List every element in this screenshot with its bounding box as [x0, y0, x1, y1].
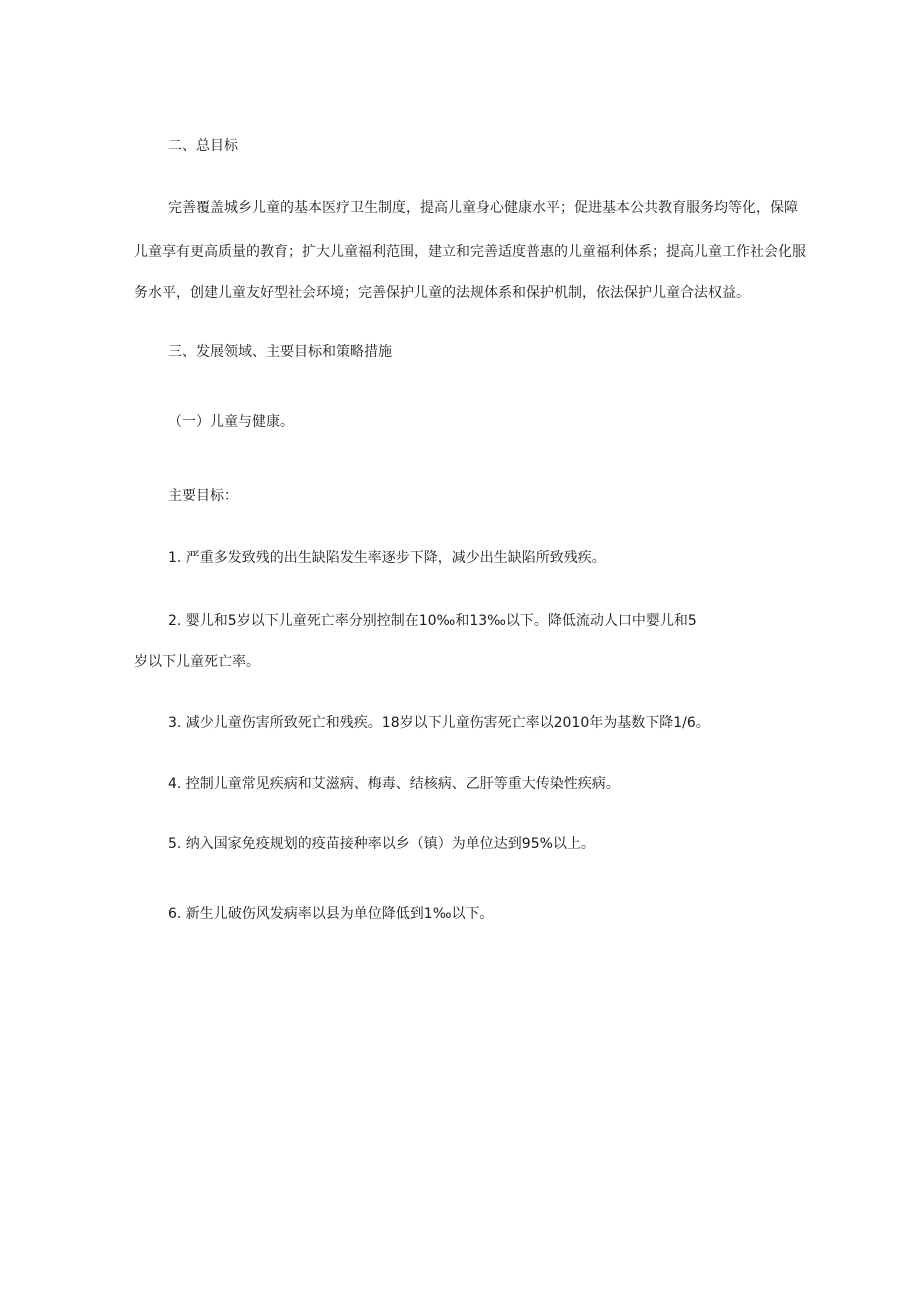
goal-item: 1. 严重多发致残的出生缺陷发生率逐步下降，减少出生缺陷所致残疾。	[168, 550, 606, 566]
goal-item: 3. 减少儿童伤害所致死亡和残疾。18岁以下儿童伤害死亡率以2010年为基数下降1/6。	[168, 715, 710, 731]
paragraph-line: 完善覆盖城乡儿童的基本医疗卫生制度，提高儿童身心健康水平；促进基本公共教育服务均等化，保障	[168, 200, 798, 216]
subsection-heading-children-health: （一）儿童与健康。	[168, 414, 294, 430]
section-heading-development-areas: 三、发展领域、主要目标和策略措施	[168, 344, 392, 360]
section-heading-overall-goals: 二、总目标	[168, 138, 238, 154]
goal-item: 2. 婴儿和5岁以下儿童死亡率分别控制在10‰和13‰以下。降低流动人口中婴儿和5	[168, 613, 697, 629]
paragraph-line: 儿童享有更高质量的教育；扩大儿童福利范围，建立和完善适度普惠的儿童福利体系；提高儿童工作社会化服	[134, 244, 806, 260]
paragraph-line: 务水平，创建儿童友好型社会环境；完善保护儿童的法规体系和保护机制，依法保护儿童合法权益。	[134, 285, 750, 301]
goal-item: 4. 控制儿童常见疾病和艾滋病、梅毒、结核病、乙肝等重大传染性疾病。	[168, 776, 620, 792]
goal-item-continuation: 岁以下儿童死亡率。	[134, 654, 260, 670]
goal-item: 6. 新生儿破伤风发病率以县为单位降低到1‰以下。	[168, 906, 494, 922]
goal-item: 5. 纳入国家免疫规划的疫苗接种率以乡（镇）为单位达到95%以上。	[168, 836, 595, 852]
main-goals-label: 主要目标：	[168, 488, 238, 504]
